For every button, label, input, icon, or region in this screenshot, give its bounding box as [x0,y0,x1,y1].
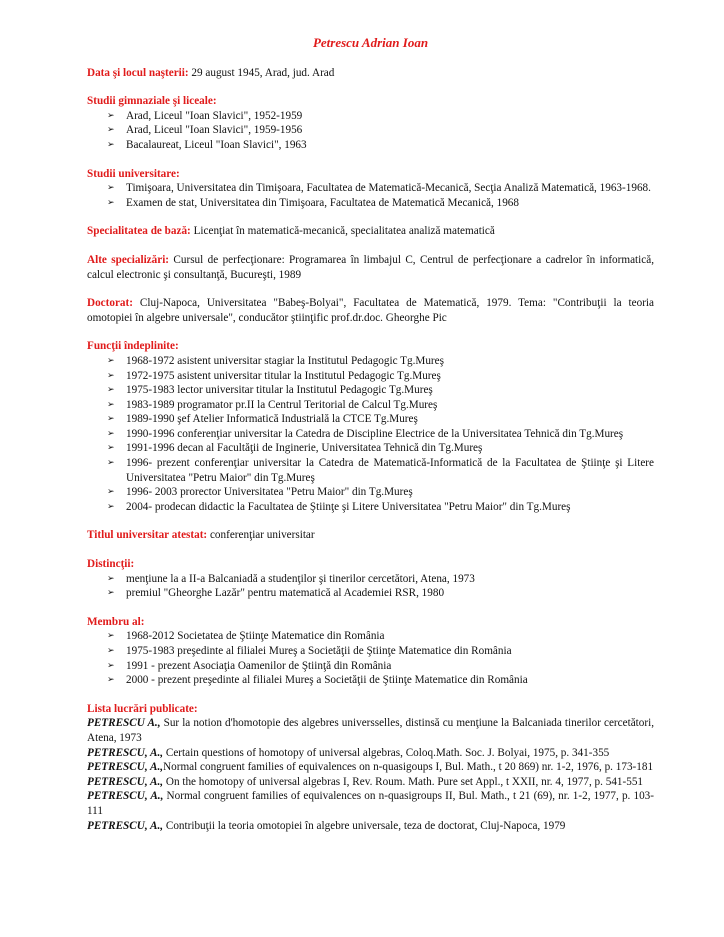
titlul-label: Titlul universitar atestat: [87,529,208,542]
list-item [87,629,654,644]
list-item [87,354,654,369]
list-item [87,500,654,515]
publication-author: PETRESCU, A., [87,746,164,759]
list-item [87,369,654,384]
gimnaziu-label: Studii gimnaziale şi liceale: [87,95,217,108]
publication-text: Contribuţii la teoria omotopiei în algebre universale, teza de doctorat, Cluj-Napoca, 1979 [163,819,566,832]
publication-entry [87,746,654,761]
publication-text: Certain questions of homotopy of universal algebras, Coloq.Math. Soc. J. Bolyai, 1975, p. 341-355 [163,746,610,759]
titlul-value: conferenţiar universitar [207,529,315,542]
list-item [87,427,654,442]
list-item [87,572,654,587]
page-title: Petrescu Adrian Ioan [312,35,429,50]
arrow-bullet-icon: ➢ [107,110,115,121]
list-item-text: 1983-1989 programator pr.II la Centrul Teritorial de Calcul Tg.Mureş [126,398,438,411]
arrow-bullet-icon: ➢ [107,588,115,599]
arrow-bullet-icon: ➢ [107,443,115,454]
birth-label: Data şi locul naşterii: [87,66,189,79]
publication-entry [87,789,654,818]
doctorat-section [87,296,654,325]
arrow-bullet-icon: ➢ [107,501,115,512]
functii-list [87,354,654,515]
list-item [87,456,654,485]
list-item-text: Arad, Liceul "Ioan Slavici", 1959-1956 [126,124,303,137]
list-item-text: Bacalaureat, Liceul "Ioan Slavici", 1963 [126,138,307,151]
universitare-list [87,181,654,210]
list-item [87,412,654,427]
arrow-bullet-icon: ➢ [107,139,115,150]
arrow-bullet-icon: ➢ [107,385,115,396]
cv-page [87,36,654,833]
specialitate-section [87,224,654,239]
distinctii-list [87,572,654,601]
arrow-bullet-icon: ➢ [107,646,115,656]
list-item-text: 1990-1996 conferenţiar universitar la Catedra de Discipline Electrice de la Universitatea Tehnică din Tg.Mureş [126,427,624,440]
arrow-bullet-icon: ➢ [107,487,115,498]
list-item-text: 1968-1972 asistent universitar stagiar la Institutul Pedagogic Tg.Mureş [126,354,444,367]
list-item [87,659,654,674]
list-item-text: Timişoara, Universitatea din Timişoara, Facultatea de Matematică-Mecanică, Secţia Analiză Matematică, 1963-1968. [126,182,651,195]
arrow-bullet-icon: ➢ [107,355,115,366]
list-item [87,109,654,124]
list-item [87,673,654,688]
arrow-bullet-icon: ➢ [107,573,115,584]
functii-section [87,339,654,514]
list-item-text: 1996- prezent conferenţiar universitar la Catedra de Matematică-Informatică de la Facultatea de Ştiinţe şi Litere Universitatea "Petru Maior" din Tg.Mureş [126,457,654,484]
arrow-bullet-icon: ➢ [107,399,115,410]
list-item-text: 1968-2012 Societatea de Ştiinţe Matematice din România [126,630,385,643]
publication-text: Sur la notion d'homotopie des algebres universselles, distinsă cu menţiune la Balcaniada tinerilor cercetători, Atena, 1973 [87,717,654,744]
arrow-bullet-icon: ➢ [107,370,115,381]
publication-text: Normal congruent families of equivalences on n-quasigoups I, Bul. Math., t 20 869) nr. 1-2, 1976, p. 173-181 [163,761,654,774]
specialitate-label: Specialitatea de bază: [87,225,191,238]
publication-author: PETRESCU, A., [87,775,164,788]
publication-author: PETRESCU, A., [87,819,164,832]
universitare-label: Studii universitare: [87,167,180,180]
list-item-text: 2000 - prezent preşedinte al filialei Mureş a Societăţii de Ştiinţe Matematice din România [126,674,528,687]
distinctii-label: Distincţii: [87,558,135,571]
alte-label: Alte specializări: [87,253,170,266]
arrow-bullet-icon: ➢ [107,428,115,439]
list-item [87,644,654,659]
list-item-text: Examen de stat, Universitatea din Timişoara, Facultatea de Matematică Mecanică, 1968 [126,196,519,209]
arrow-bullet-icon: ➢ [107,631,115,642]
birth-value: 29 august 1945, Arad, jud. Arad [188,66,335,79]
publication-author: PETRESCU, A., [87,790,164,803]
arrow-bullet-icon: ➢ [107,125,115,136]
publication-text: On the homotopy of universal algebras I, Rev. Roum. Math. Pure set Appl., t XXII, nr. 4, 1977, p. 541-551 [163,775,644,788]
publication-author: PETRESCU A., [87,717,161,730]
list-item-text: premiul "Gheorghe Lazăr" pentru matematică al Academiei RSR, 1980 [126,587,445,600]
list-item-text: 2004- prodecan didactic la Facultatea de Ştiinţe şi Litere Universitatea "Petru Maior" din Tg.Mureş [126,500,571,513]
lucrari-section [87,702,654,833]
list-item [87,398,654,413]
list-item-text: 1975-1983 preşedinte al filialei Mureş a Societăţii de Ştiinţe Matematice din România [126,645,512,657]
doctorat-label: Doctorat: [87,297,133,310]
publication-author: PETRESCU, A., [87,761,164,774]
membru-section [87,615,654,688]
list-item-text: 1989-1990 şef Atelier Informatică Industrială la CTCE Tg.Mureş [126,413,418,426]
membru-label: Membru al: [87,615,145,628]
list-item [87,138,654,153]
arrow-bullet-icon: ➢ [107,197,115,208]
list-item-text: menţiune la a II-a Balcaniadă a studenţilor şi tinerilor cercetători, Atena, 1973 [126,572,475,585]
list-item [87,123,654,138]
arrow-bullet-icon: ➢ [107,183,115,194]
list-item [87,196,654,211]
alte-section [87,253,654,282]
list-item [87,441,654,456]
list-item-text: Arad, Liceul "Ioan Slavici", 1952-1959 [126,109,303,122]
list-item-text: 1975-1983 lector universitar titular la Institutul Pedagogic Tg.Mureş [126,384,433,397]
specialitate-value: Licenţiat în matematică-mecanică, specialitatea analiză matematică [190,225,495,238]
doctorat-value: Cluj-Napoca, Universitatea "Babeş-Bolyai", Facultatea de Matematică, 1979. Tema: "Contribuţii la teoria omotopiei în algebre universale", conducător ştiinţific prof.dr.doc. Gheorghe Pic [87,297,654,324]
birth-section [87,66,654,81]
list-item-text: 1996- 2003 prorector Universitatea "Petru Maior" din Tg.Mureş [126,486,413,499]
list-item [87,181,654,196]
membru-list [87,629,654,687]
list-item-text: 1991 - prezent Asociaţia Oamenilor de Ştiinţă din România [126,659,392,672]
gimnaziu-section [87,94,654,152]
universitare-section [87,167,654,211]
arrow-bullet-icon: ➢ [107,414,115,425]
functii-label: Funcţii îndeplinite: [87,340,179,353]
arrow-bullet-icon: ➢ [107,675,115,686]
list-item [87,485,654,500]
list-item [87,586,654,601]
gimnaziu-list [87,109,654,153]
list-item [87,383,654,398]
distinctii-section [87,557,654,601]
list-item-text: 1991-1996 decan al Facultăţii de Inginerie, Universitatea Tehnică din Tg.Mureş [126,442,483,455]
titlul-section [87,528,654,543]
publication-text: Normal congruent families of equivalences on n-quasigroups II, Bul. Math., t 21 (69), nr. 1-2, 1977, p. 103-111 [87,790,654,817]
publication-entry [87,775,654,790]
publication-entry [87,760,654,775]
lucrari-label: Lista lucrări publicate: [87,702,198,715]
arrow-bullet-icon: ➢ [107,458,115,469]
arrow-bullet-icon: ➢ [107,660,115,671]
publication-entry [87,716,654,745]
publication-entry [87,819,654,834]
publication-list [87,716,654,833]
list-item-text: 1972-1975 asistent universitar titular la Institutul Pedagogic Tg.Mureş [126,369,441,382]
alte-value: Cursul de perfecţionare: Programarea în limbajul C, Centrul de perfecţionare a cadrelor în informatică, calcul electronic şi consultanţă, Bucureşti, 1989 [87,253,654,281]
